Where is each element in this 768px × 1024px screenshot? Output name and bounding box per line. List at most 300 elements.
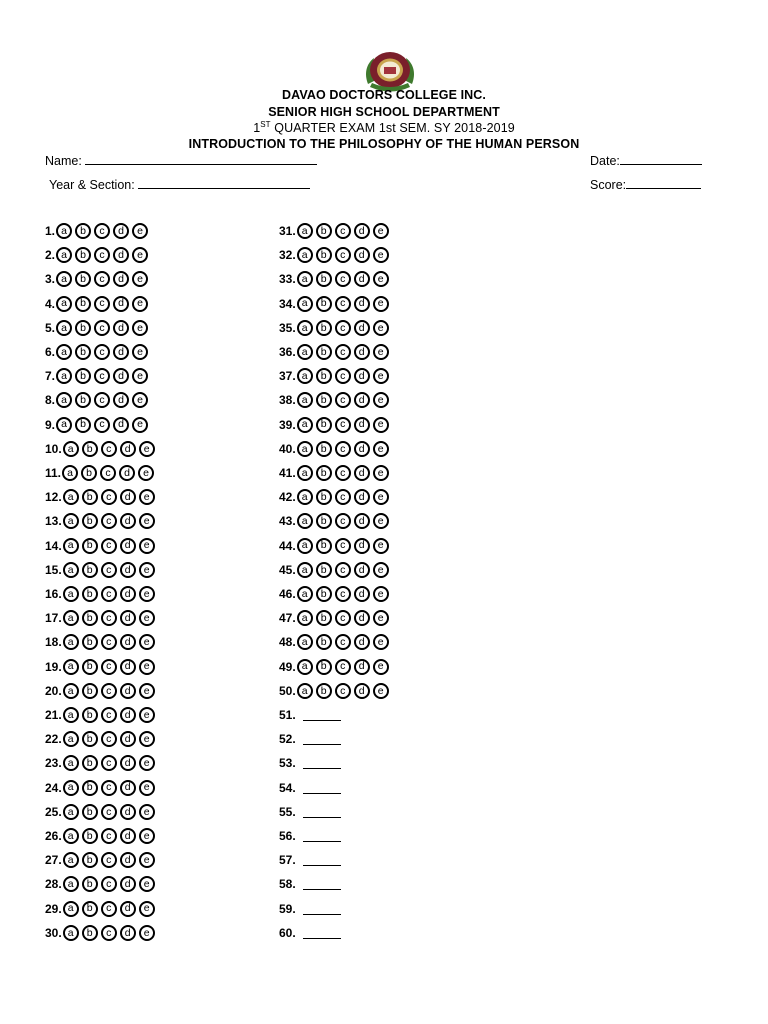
choice-bubble-d[interactable]: d (120, 755, 136, 771)
choice-bubble-d[interactable]: d (120, 828, 136, 844)
choice-bubble-e[interactable]: e (139, 707, 155, 723)
choice-bubble-c[interactable]: c (335, 271, 351, 287)
answer-blank[interactable] (303, 854, 341, 866)
choice-bubble-a[interactable]: a (297, 344, 313, 360)
choice-bubble-c[interactable]: c (335, 538, 351, 554)
choice-bubble-c[interactable]: c (101, 683, 117, 699)
choice-bubble-e[interactable]: e (132, 271, 148, 287)
choice-bubble-b[interactable]: b (82, 780, 98, 796)
choice-bubble-d[interactable]: d (354, 271, 370, 287)
choice-bubble-b[interactable]: b (316, 320, 332, 336)
answer-blank[interactable] (303, 806, 341, 818)
choice-bubble-a[interactable]: a (297, 392, 313, 408)
choice-bubble-a[interactable]: a (63, 586, 79, 602)
choice-bubbles (63, 562, 155, 578)
choice-bubble-c[interactable]: c (101, 634, 117, 650)
choice-bubble-e[interactable]: e (132, 417, 148, 433)
choice-bubble-d[interactable]: d (120, 780, 136, 796)
choice-bubble-d[interactable]: d (120, 901, 136, 917)
item-number: 12. (45, 490, 62, 505)
choice-bubble-b[interactable]: b (82, 610, 98, 626)
answer-item (279, 850, 341, 870)
answer-item (279, 487, 389, 507)
choice-bubble-b[interactable]: b (316, 610, 332, 626)
choice-bubble-b[interactable]: b (82, 804, 98, 820)
choice-bubble-e[interactable]: e (373, 610, 389, 626)
choice-bubble-a[interactable]: a (56, 392, 72, 408)
date-blank[interactable] (620, 153, 702, 165)
choice-bubble-b[interactable]: b (316, 513, 332, 529)
choice-bubble-a[interactable]: a (63, 925, 79, 941)
choice-bubble-d[interactable]: d (120, 538, 136, 554)
choice-bubble-b[interactable]: b (316, 683, 332, 699)
choice-bubble-c[interactable]: c (335, 320, 351, 336)
choice-bubble-a[interactable]: a (297, 271, 313, 287)
choice-bubble-d[interactable]: d (354, 247, 370, 263)
choice-bubble-a[interactable]: a (56, 368, 72, 384)
choice-bubble-a[interactable]: a (297, 320, 313, 336)
choice-bubble-e[interactable]: e (373, 586, 389, 602)
choice-bubble-d[interactable]: d (120, 876, 136, 892)
choice-bubble-b[interactable]: b (82, 634, 98, 650)
choice-bubble-e[interactable]: e (132, 392, 148, 408)
choice-bubble-e[interactable]: e (139, 610, 155, 626)
answer-item (279, 632, 389, 652)
choice-bubble-b[interactable]: b (75, 392, 91, 408)
score-blank[interactable] (626, 177, 701, 189)
choice-bubble-d[interactable]: d (354, 586, 370, 602)
choice-bubble-a[interactable]: a (62, 465, 78, 481)
choice-bubble-d[interactable]: d (120, 586, 136, 602)
choice-bubble-e[interactable]: e (138, 465, 154, 481)
choice-bubble-b[interactable]: b (82, 828, 98, 844)
answer-blank[interactable] (303, 733, 341, 745)
choice-bubble-e[interactable]: e (373, 659, 389, 675)
choice-bubble-b[interactable]: b (82, 876, 98, 892)
choice-bubble-d[interactable]: d (354, 610, 370, 626)
choice-bubble-a[interactable]: a (297, 538, 313, 554)
date-field (590, 153, 702, 168)
choice-bubble-a[interactable]: a (63, 489, 79, 505)
answer-item (279, 221, 389, 241)
choice-bubble-a[interactable]: a (297, 513, 313, 529)
choice-bubble-a[interactable]: a (297, 683, 313, 699)
choice-bubble-c[interactable]: c (101, 513, 117, 529)
choice-bubble-a[interactable]: a (297, 489, 313, 505)
item-number: 9. (45, 417, 56, 432)
choice-bubble-d[interactable]: d (354, 417, 370, 433)
choice-bubble-a[interactable]: a (297, 441, 313, 457)
choice-bubble-e[interactable]: e (373, 513, 389, 529)
choice-bubble-a[interactable]: a (297, 465, 313, 481)
choice-bubble-b[interactable]: b (316, 368, 332, 384)
choice-bubble-a[interactable]: a (63, 659, 79, 675)
choice-bubble-d[interactable]: d (354, 634, 370, 650)
choice-bubble-a[interactable]: a (297, 586, 313, 602)
choice-bubble-e[interactable]: e (139, 538, 155, 554)
item-number: 16. (45, 587, 62, 601)
answer-item (45, 850, 155, 870)
choice-bubble-e[interactable]: e (139, 441, 155, 457)
choice-bubble-d[interactable]: d (354, 562, 370, 578)
choice-bubble-a[interactable]: a (297, 417, 313, 433)
choice-bubble-b[interactable]: b (75, 417, 91, 433)
choice-bubble-d[interactable]: d (113, 223, 129, 239)
choice-bubble-c[interactable]: c (101, 755, 117, 771)
choice-bubble-a[interactable]: a (63, 804, 79, 820)
choice-bubble-c[interactable]: c (101, 901, 117, 917)
choice-bubble-a[interactable]: a (63, 562, 79, 578)
choice-bubble-a[interactable]: a (63, 707, 79, 723)
choice-bubble-c[interactable]: c (335, 634, 351, 650)
choice-bubble-d[interactable]: d (354, 513, 370, 529)
choice-bubble-d[interactable]: d (120, 513, 136, 529)
choice-bubble-c[interactable]: c (94, 223, 110, 239)
choice-bubble-a[interactable]: a (56, 271, 72, 287)
choice-bubble-e[interactable]: e (373, 417, 389, 433)
choice-bubble-e[interactable]: e (373, 465, 389, 481)
choice-bubble-b[interactable]: b (316, 562, 332, 578)
choice-bubble-d[interactable]: d (120, 562, 136, 578)
choice-bubble-c[interactable]: c (335, 417, 351, 433)
choice-bubbles (63, 828, 155, 844)
choice-bubble-b[interactable]: b (316, 271, 332, 287)
choice-bubble-d[interactable]: d (113, 296, 129, 312)
answer-blank[interactable] (303, 878, 341, 890)
choice-bubble-c[interactable]: c (94, 320, 110, 336)
choice-bubble-b[interactable]: b (316, 634, 332, 650)
choice-bubbles (56, 320, 148, 336)
choice-bubble-c[interactable]: c (101, 610, 117, 626)
choice-bubble-c[interactable]: c (335, 513, 351, 529)
choice-bubble-a[interactable]: a (297, 610, 313, 626)
choice-bubble-d[interactable]: d (113, 392, 129, 408)
answer-blank[interactable] (303, 927, 341, 939)
choice-bubble-c[interactable]: c (94, 247, 110, 263)
choice-bubble-b[interactable]: b (316, 247, 332, 263)
item-number: 40. (279, 441, 296, 456)
choice-bubble-b[interactable]: b (82, 441, 98, 457)
choice-bubble-b[interactable]: b (316, 586, 332, 602)
choice-bubble-b[interactable]: b (75, 368, 91, 384)
choice-bubble-c[interactable]: c (335, 368, 351, 384)
choice-bubble-b[interactable]: b (316, 344, 332, 360)
choice-bubble-b[interactable]: b (316, 538, 332, 554)
choice-bubble-b[interactable]: b (82, 489, 98, 505)
choice-bubble-d[interactable]: d (119, 465, 135, 481)
choice-bubble-a[interactable]: a (297, 296, 313, 312)
choice-bubble-c[interactable]: c (101, 852, 117, 868)
answer-item (45, 536, 155, 556)
choice-bubble-b[interactable]: b (75, 344, 91, 360)
choice-bubble-d[interactable]: d (354, 296, 370, 312)
item-number: 11. (45, 466, 62, 480)
choice-bubble-e[interactable]: e (132, 320, 148, 336)
choice-bubble-a[interactable]: a (63, 610, 79, 626)
choice-bubble-a[interactable]: a (63, 755, 79, 771)
item-number: 46. (279, 587, 296, 601)
choice-bubble-a[interactable]: a (297, 247, 313, 263)
choice-bubble-c[interactable]: c (335, 586, 351, 602)
answer-item (45, 681, 155, 701)
choice-bubble-c[interactable]: c (335, 659, 351, 675)
choice-bubble-a[interactable]: a (56, 344, 72, 360)
choice-bubble-b[interactable]: b (75, 247, 91, 263)
choice-bubble-a[interactable]: a (297, 368, 313, 384)
choice-bubble-c[interactable]: c (101, 876, 117, 892)
choice-bubble-e[interactable]: e (139, 731, 155, 747)
choice-bubble-e[interactable]: e (373, 683, 389, 699)
choice-bubble-d[interactable]: d (354, 683, 370, 699)
choice-bubble-b[interactable]: b (81, 465, 97, 481)
choice-bubble-e[interactable]: e (373, 392, 389, 408)
choice-bubble-a[interactable]: a (63, 828, 79, 844)
answer-item (279, 753, 341, 773)
year-section-blank[interactable] (138, 177, 310, 189)
choice-bubble-d[interactable]: d (354, 320, 370, 336)
choice-bubble-a[interactable]: a (63, 513, 79, 529)
choice-bubble-b[interactable]: b (82, 901, 98, 917)
choice-bubble-e[interactable]: e (139, 828, 155, 844)
choice-bubble-e[interactable]: e (373, 271, 389, 287)
choice-bubble-b[interactable]: b (75, 320, 91, 336)
choice-bubble-a[interactable]: a (56, 247, 72, 263)
choice-bubble-d[interactable]: d (113, 417, 129, 433)
choice-bubbles (63, 586, 155, 602)
choice-bubble-b[interactable]: b (316, 392, 332, 408)
choice-bubble-b[interactable]: b (82, 683, 98, 699)
choice-bubble-a[interactable]: a (63, 901, 79, 917)
choice-bubble-e[interactable]: e (373, 562, 389, 578)
choice-bubble-a[interactable]: a (63, 538, 79, 554)
answer-blank[interactable] (303, 903, 341, 915)
choice-bubble-e[interactable]: e (139, 586, 155, 602)
choice-bubble-a[interactable]: a (63, 780, 79, 796)
item-number: 39. (279, 417, 296, 432)
choice-bubble-d[interactable]: d (120, 441, 136, 457)
choice-bubble-b[interactable]: b (75, 271, 91, 287)
choice-bubble-a[interactable]: a (63, 441, 79, 457)
choice-bubble-d[interactable]: d (120, 489, 136, 505)
choice-bubble-c[interactable]: c (335, 247, 351, 263)
choice-bubble-d[interactable]: d (354, 223, 370, 239)
choice-bubble-b[interactable]: b (82, 586, 98, 602)
choice-bubble-c[interactable]: c (94, 417, 110, 433)
choice-bubble-b[interactable]: b (82, 513, 98, 529)
choice-bubble-a[interactable]: a (63, 731, 79, 747)
choice-bubble-d[interactable]: d (120, 804, 136, 820)
choice-bubble-b[interactable]: b (75, 223, 91, 239)
choice-bubble-e[interactable]: e (139, 876, 155, 892)
choice-bubbles (63, 489, 155, 505)
choice-bubble-c[interactable]: c (335, 562, 351, 578)
choice-bubble-c[interactable]: c (101, 925, 117, 941)
choice-bubble-c[interactable]: c (335, 392, 351, 408)
choice-bubble-e[interactable]: e (132, 296, 148, 312)
item-number: 47. (279, 611, 296, 626)
choice-bubble-e[interactable]: e (139, 804, 155, 820)
choice-bubble-d[interactable]: d (354, 465, 370, 481)
choice-bubble-d[interactable]: d (354, 392, 370, 408)
item-number: 22. (45, 732, 62, 747)
choice-bubble-c[interactable]: c (94, 392, 110, 408)
choice-bubble-b[interactable]: b (316, 659, 332, 675)
choice-bubble-e[interactable]: e (373, 441, 389, 457)
choice-bubbles (63, 804, 155, 820)
choice-bubble-d[interactable]: d (354, 659, 370, 675)
answer-item (45, 923, 155, 943)
choice-bubble-d[interactable]: d (120, 634, 136, 650)
choice-bubble-e[interactable]: e (139, 925, 155, 941)
choice-bubble-c[interactable]: c (94, 344, 110, 360)
choice-bubble-b[interactable]: b (316, 223, 332, 239)
choice-bubble-e[interactable]: e (139, 852, 155, 868)
choice-bubble-d[interactable]: d (120, 659, 136, 675)
choice-bubble-e[interactable]: e (373, 489, 389, 505)
choice-bubble-e[interactable]: e (373, 247, 389, 263)
answer-item (279, 342, 389, 362)
choice-bubble-c[interactable]: c (101, 538, 117, 554)
choice-bubble-b[interactable]: b (82, 659, 98, 675)
choice-bubble-c[interactable]: c (100, 465, 116, 481)
choice-bubble-e[interactable]: e (139, 489, 155, 505)
name-blank[interactable] (85, 153, 317, 165)
choice-bubble-b[interactable]: b (316, 441, 332, 457)
choice-bubble-d[interactable]: d (120, 610, 136, 626)
choice-bubble-d[interactable]: d (354, 538, 370, 554)
answer-blank[interactable] (303, 830, 341, 842)
choice-bubble-d[interactable]: d (120, 852, 136, 868)
choice-bubble-a[interactable]: a (63, 683, 79, 699)
choice-bubble-c[interactable]: c (335, 683, 351, 699)
choice-bubble-c[interactable]: c (335, 441, 351, 457)
choice-bubble-c[interactable]: c (101, 489, 117, 505)
choice-bubble-b[interactable]: b (82, 707, 98, 723)
choice-bubble-e[interactable]: e (139, 562, 155, 578)
choice-bubble-e[interactable]: e (139, 755, 155, 771)
choice-bubble-b[interactable]: b (82, 562, 98, 578)
choice-bubble-c[interactable]: c (335, 296, 351, 312)
choice-bubble-d[interactable]: d (113, 271, 129, 287)
choice-bubble-b[interactable]: b (82, 755, 98, 771)
choice-bubble-e[interactable]: e (373, 368, 389, 384)
choice-bubble-d[interactable]: d (120, 731, 136, 747)
choice-bubble-c[interactable]: c (101, 562, 117, 578)
choice-bubble-a[interactable]: a (63, 852, 79, 868)
choice-bubble-c[interactable]: c (101, 780, 117, 796)
choice-bubble-c[interactable]: c (101, 731, 117, 747)
answer-item (45, 245, 148, 265)
choice-bubble-e[interactable]: e (132, 368, 148, 384)
choice-bubble-c[interactable]: c (335, 465, 351, 481)
choice-bubble-c[interactable]: c (335, 223, 351, 239)
choice-bubble-d[interactable]: d (113, 247, 129, 263)
choice-bubble-b[interactable]: b (75, 296, 91, 312)
choice-bubble-b[interactable]: b (82, 731, 98, 747)
choice-bubble-a[interactable]: a (297, 659, 313, 675)
item-number: 3. (45, 272, 56, 287)
choice-bubble-b[interactable]: b (82, 852, 98, 868)
choice-bubble-d[interactable]: d (354, 441, 370, 457)
choice-bubble-e[interactable]: e (132, 223, 148, 239)
item-number: 55. (279, 804, 296, 819)
answer-blank[interactable] (303, 709, 341, 721)
answer-item (279, 826, 341, 846)
choice-bubble-e[interactable]: e (373, 223, 389, 239)
choice-bubble-a[interactable]: a (56, 417, 72, 433)
choice-bubble-d[interactable]: d (113, 368, 129, 384)
choice-bubble-b[interactable]: b (316, 417, 332, 433)
choice-bubble-d[interactable]: d (354, 344, 370, 360)
answer-item (279, 560, 389, 580)
choice-bubble-a[interactable]: a (63, 634, 79, 650)
choice-bubble-c[interactable]: c (335, 489, 351, 505)
answer-item (45, 899, 155, 919)
choice-bubble-b[interactable]: b (316, 296, 332, 312)
choice-bubble-c[interactable]: c (101, 828, 117, 844)
choice-bubble-a[interactable]: a (63, 876, 79, 892)
choice-bubble-e[interactable]: e (139, 901, 155, 917)
choice-bubble-d[interactable]: d (120, 925, 136, 941)
choice-bubble-e[interactable]: e (373, 344, 389, 360)
choice-bubble-e[interactable]: e (373, 634, 389, 650)
choice-bubble-d[interactable]: d (354, 368, 370, 384)
choice-bubble-b[interactable]: b (316, 465, 332, 481)
choice-bubble-a[interactable]: a (297, 223, 313, 239)
choice-bubble-e[interactable]: e (139, 659, 155, 675)
choice-bubble-e[interactable]: e (132, 247, 148, 263)
choice-bubble-d[interactable]: d (354, 489, 370, 505)
choice-bubble-c[interactable]: c (101, 586, 117, 602)
choice-bubbles (297, 513, 389, 529)
choice-bubble-c[interactable]: c (101, 659, 117, 675)
choice-bubble-e[interactable]: e (373, 320, 389, 336)
choice-bubble-e[interactable]: e (373, 538, 389, 554)
choice-bubble-c[interactable]: c (94, 368, 110, 384)
choice-bubble-e[interactable]: e (139, 780, 155, 796)
item-number: 58. (279, 877, 296, 892)
choice-bubble-e[interactable]: e (139, 634, 155, 650)
choice-bubble-c[interactable]: c (101, 707, 117, 723)
choice-bubble-e[interactable]: e (132, 344, 148, 360)
choice-bubble-b[interactable]: b (316, 489, 332, 505)
choice-bubble-a[interactable]: a (297, 562, 313, 578)
choice-bubble-a[interactable]: a (56, 223, 72, 239)
choice-bubble-a[interactable]: a (297, 634, 313, 650)
answer-blank[interactable] (303, 757, 341, 769)
choice-bubble-c[interactable]: c (335, 344, 351, 360)
answer-blank[interactable] (303, 782, 341, 794)
choice-bubble-d[interactable]: d (120, 683, 136, 699)
choice-bubble-d[interactable]: d (113, 320, 129, 336)
choice-bubble-d[interactable]: d (113, 344, 129, 360)
item-number: 37. (279, 369, 296, 384)
choice-bubble-a[interactable]: a (56, 320, 72, 336)
choice-bubble-e[interactable]: e (373, 296, 389, 312)
choice-bubble-b[interactable]: b (82, 925, 98, 941)
choice-bubble-e[interactable]: e (139, 683, 155, 699)
choice-bubble-c[interactable]: c (101, 441, 117, 457)
choice-bubble-e[interactable]: e (139, 513, 155, 529)
choice-bubble-a[interactable]: a (56, 296, 72, 312)
choice-bubble-b[interactable]: b (82, 538, 98, 554)
choice-bubble-c[interactable]: c (94, 296, 110, 312)
choice-bubble-d[interactable]: d (120, 707, 136, 723)
choice-bubble-c[interactable]: c (94, 271, 110, 287)
choice-bubble-c[interactable]: c (101, 804, 117, 820)
answer-item (45, 874, 155, 894)
choice-bubble-c[interactable]: c (335, 610, 351, 626)
